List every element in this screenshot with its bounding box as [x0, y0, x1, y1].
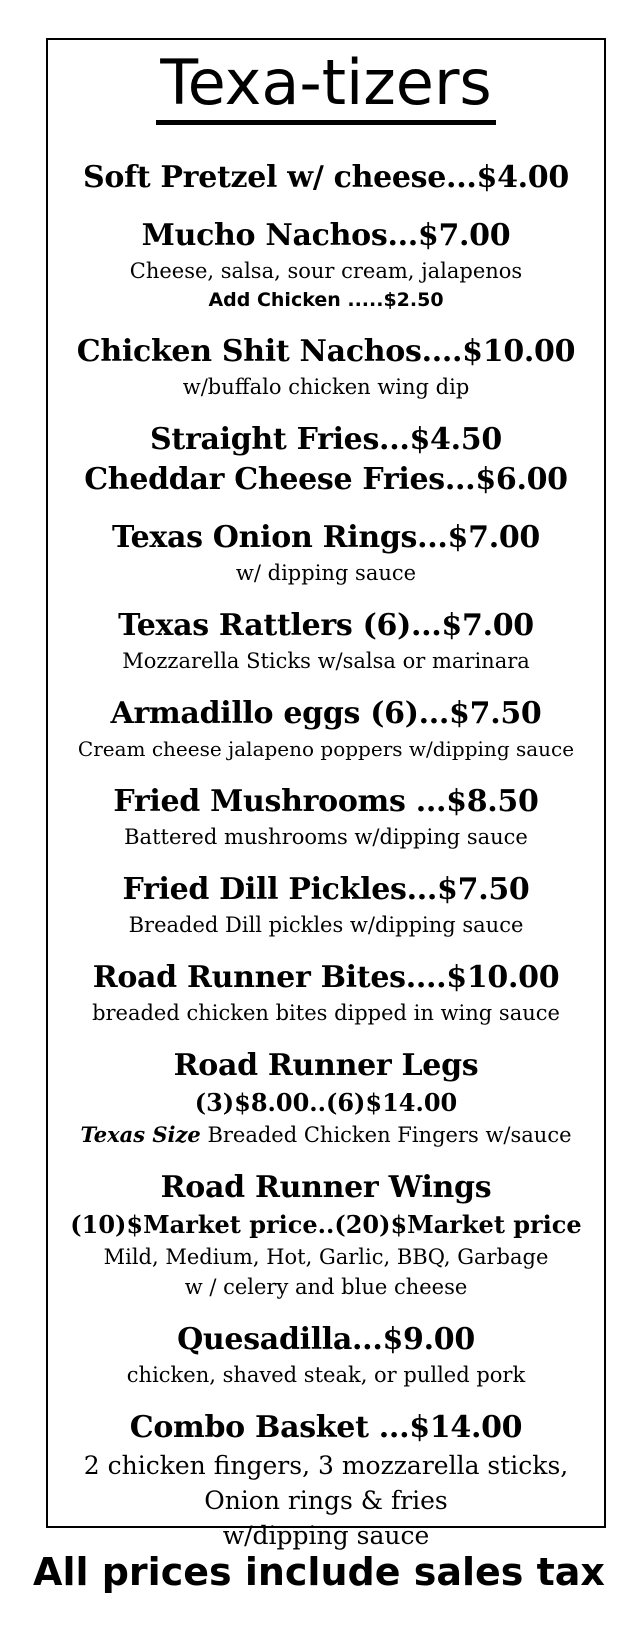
- item-description-emphasis: Texas Size: [80, 1122, 201, 1147]
- menu-item-fries: [48, 420, 604, 500]
- item-description: w/buffalo chicken wing dip: [182, 375, 470, 399]
- menu-item-armadillo-eggs: [48, 694, 604, 764]
- item-name: Road Runner Wings: [160, 1170, 492, 1205]
- menu-item-onion-rings: [48, 518, 604, 588]
- menu-item-road-runner-legs: [48, 1046, 604, 1150]
- item-description: Mozzarella Sticks w/salsa or marinara: [122, 649, 530, 673]
- item-name: Road Runner Legs: [173, 1048, 479, 1083]
- item-name: Texas Rattlers (6)...$7.00: [118, 608, 534, 643]
- item-name: Combo Basket ...$14.00: [129, 1410, 523, 1445]
- item-name: Fried Mushrooms ...$8.50: [113, 784, 539, 819]
- item-name: Texas Onion Rings...$7.00: [111, 520, 540, 555]
- item-name: Fried Dill Pickles...$7.50: [122, 872, 530, 907]
- menu-item-road-runner-bites: [48, 958, 604, 1028]
- menu-frame: [46, 38, 606, 1550]
- menu-item-soft-pretzel: [48, 158, 604, 198]
- menu-item-fried-mushrooms: [48, 782, 604, 852]
- item-name: Armadillo eggs (6)...$7.50: [110, 696, 542, 731]
- item-description: Breaded Dill pickles w/dipping sauce: [128, 913, 524, 937]
- item-description-secondary: w / celery and blue cheese: [184, 1275, 468, 1299]
- menu-item-combo-basket: [48, 1408, 604, 1553]
- item-prices: (3)$8.00..(6)$14.00: [194, 1088, 458, 1117]
- tax-notice: All prices include sales tax: [33, 1550, 605, 1594]
- item-addon: Add Chicken .....$2.50: [208, 289, 444, 311]
- item-description-text: Breaded Chicken Fingers w/sauce: [200, 1123, 572, 1147]
- item-description: [48, 1120, 604, 1150]
- menu-item-texas-rattlers: [48, 606, 604, 676]
- item-description: breaded chicken bites dipped in wing sauce: [92, 1001, 560, 1025]
- item-name: Straight Fries...$4.50: [150, 422, 502, 457]
- item-description-tertiary: w/dipping sauce: [222, 1521, 430, 1550]
- item-name: Quesadilla...$9.00: [177, 1322, 475, 1357]
- menu-title: Texa-tizers: [48, 48, 604, 125]
- menu-list: [48, 158, 604, 1571]
- item-name-secondary: Cheddar Cheese Fries...$6.00: [84, 462, 568, 497]
- item-description: Cream cheese jalapeno poppers w/dipping sauce: [77, 737, 575, 761]
- menu-item-mucho-nachos: [48, 216, 604, 314]
- item-description: chicken, shaved steak, or pulled pork: [126, 1363, 526, 1387]
- item-description: Mild, Medium, Hot, Garlic, BBQ, Garbage: [103, 1245, 549, 1269]
- item-description: 2 chicken fingers, 3 mozzarella sticks,: [83, 1451, 569, 1480]
- item-name: Chicken Shit Nachos....$10.00: [76, 334, 576, 369]
- menu-item-fried-pickles: [48, 870, 604, 940]
- item-name: Mucho Nachos...$7.00: [141, 218, 511, 253]
- item-description: Battered mushrooms w/dipping sauce: [124, 825, 528, 849]
- menu-item-chicken-nachos: [48, 332, 604, 402]
- item-prices: (10)$Market price..(20)$Market price: [70, 1210, 582, 1239]
- item-description: Cheese, salsa, sour cream, jalapenos: [129, 259, 523, 283]
- item-name: Soft Pretzel w/ cheese...$4.00: [83, 160, 569, 195]
- menu-item-quesadilla: [48, 1320, 604, 1390]
- item-name: Road Runner Bites....$10.00: [92, 960, 560, 995]
- menu-item-road-runner-wings: [48, 1168, 604, 1302]
- item-description-secondary: Onion rings & fries: [204, 1486, 448, 1515]
- item-description: w/ dipping sauce: [235, 561, 417, 585]
